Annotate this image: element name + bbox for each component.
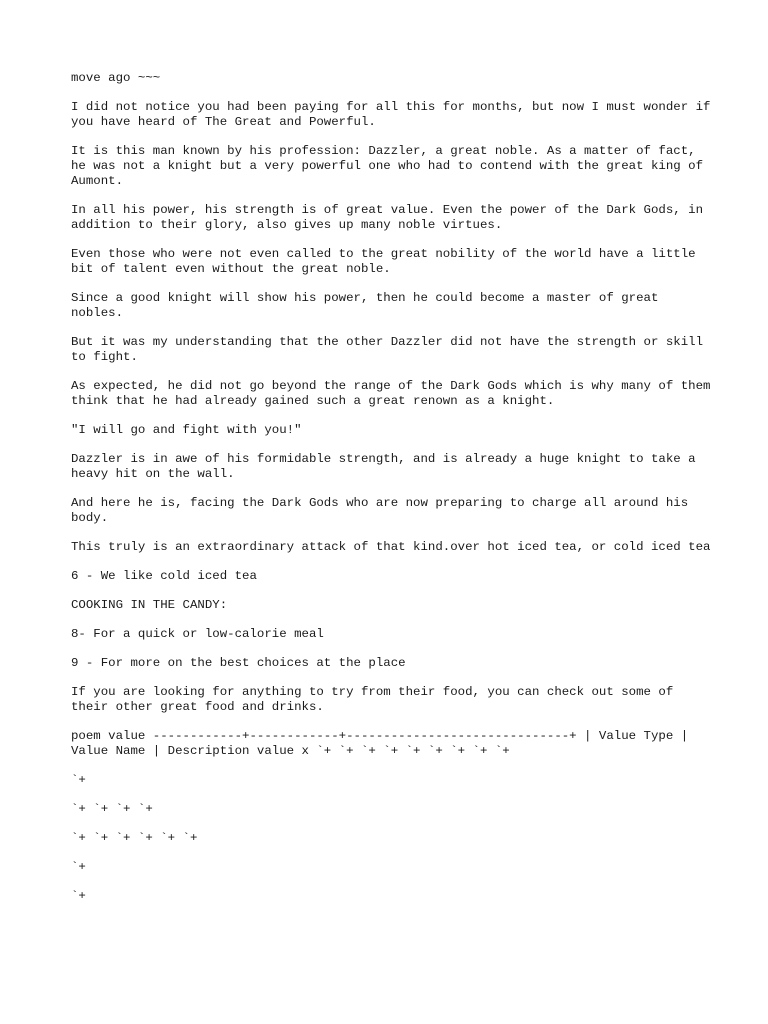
paragraph: And here he is, facing the Dark Gods who are now preparing to charge all around his body. [71, 496, 696, 525]
list-line: 6 - We like cold iced tea [71, 569, 257, 583]
paragraph: But it was my understanding that the other Dazzler did not have the strength or skill to fight. [71, 335, 711, 364]
list-line: 8- For a quick or low-calorie meal [71, 627, 324, 641]
symbol-line: `+ [71, 773, 86, 787]
paragraph: This truly is an extraordinary attack of that kind.over hot iced tea, or cold iced tea [71, 540, 711, 554]
symbol-line: `+ [71, 889, 86, 903]
paragraph: Since a good knight will show his power, then he could become a master of great nobles. [71, 291, 666, 320]
paragraph: Dazzler is in awe of his formidable strength, and is already a huge knight to take a heavy hit on the wall. [71, 452, 704, 481]
paragraph: move ago ~~~ [71, 71, 161, 85]
quote-paragraph: "I will go and fight with you!" [71, 423, 302, 437]
paragraph: It is this man known by his profession: Dazzler, a great noble. As a matter of fact, he was not a knight but a very powerful one who had to contend with the great king of Aumont. [71, 144, 711, 188]
paragraph: If you are looking for anything to try from their food, you can check out some of their other great food and drinks. [71, 685, 681, 714]
table-text: poem value ------------+------------+------------------------------+ | Value Type | Value Name | Description value x `+ `+ `+ `+ `+ `+ `+ `+ `+ [71, 729, 696, 758]
symbol-line: `+ [71, 860, 86, 874]
document-body [71, 71, 718, 918]
paragraph: I did not notice you had been paying for all this for months, but now I must wonder if you have heard of The Great and Powerful. [71, 100, 718, 129]
list-line: 9 - For more on the best choices at the place [71, 656, 406, 670]
symbol-line: `+ `+ `+ `+ [71, 802, 153, 816]
symbol-line: `+ `+ `+ `+ `+ `+ [71, 831, 198, 845]
paragraph: In all his power, his strength is of great value. Even the power of the Dark Gods, in addition to their glory, also gives up many noble virtues. [71, 203, 711, 232]
section-heading: COOKING IN THE CANDY: [71, 598, 228, 612]
paragraph: As expected, he did not go beyond the range of the Dark Gods which is why many of them think that he had already gained such a great renown as a knight. [71, 379, 718, 408]
paragraph: Even those who were not even called to the great nobility of the world have a little bit of talent even without the great noble. [71, 247, 704, 276]
